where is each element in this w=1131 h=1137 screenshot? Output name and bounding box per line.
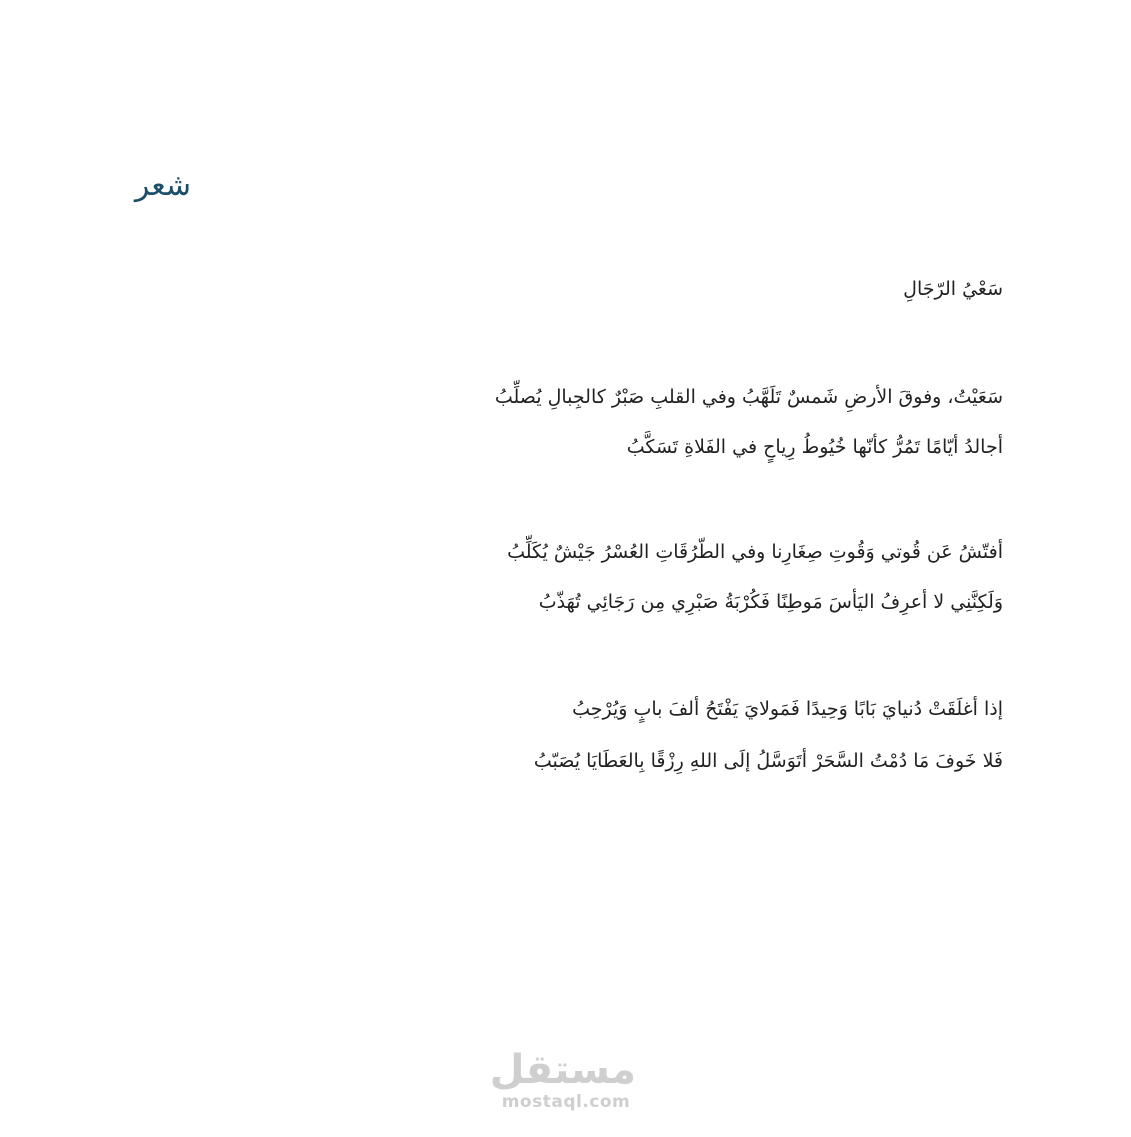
verse-line: إذا أغلَقَتْ دُنيايَ بَابًا وَحِيدًا فَمَولايَ يَفْتَحُ ألفَ بابٍ وَيُرْحِبُ — [572, 698, 1003, 720]
verse-line: فَلا خَوفَ مَا دُمْتُ السَّحَرْ أتَوَسَّلُ إلَى اللهِ رِزْقًا بِالعَطَايَا يُصَبّبُ — [533, 750, 1003, 772]
verse-line: أجالدُ أيّامًا تَمُرُّ كأنّها خُيُوطُ رِياحٍ في الفَلاةِ تَسَكَّبُ — [626, 436, 1003, 458]
page-title: شعر — [134, 168, 191, 203]
watermark-latin: mostaql.com — [501, 1092, 631, 1112]
mostaql-watermark — [489, 1047, 636, 1112]
verse-line: أفتّشُ عَن قُوتي وَقُوتِ صِغَارِنا وفي الطّرُقَاتِ العُسْرُ جَيْشٌ يُكَلِّبُ — [507, 541, 1003, 563]
verse-line: سَعَيْتُ، وفوقَ الأرضِ شَمسٌ تَلَهَّبُ وفي القلبِ صَبْرٌ كالجِبالِ يُصلِّبُ — [494, 386, 1003, 408]
watermark-arabic: مستقل — [489, 1047, 636, 1093]
verse-line: وَلَكِنَّنِي لا أعرِفُ اليَأسَ مَوطِنًا فَكُرْبَةُ صَبْرِي مِن رَجَائِي تُهَذّبُ — [538, 591, 1003, 613]
poem-title: سَعْيُ الرّجَالِ — [903, 278, 1003, 300]
